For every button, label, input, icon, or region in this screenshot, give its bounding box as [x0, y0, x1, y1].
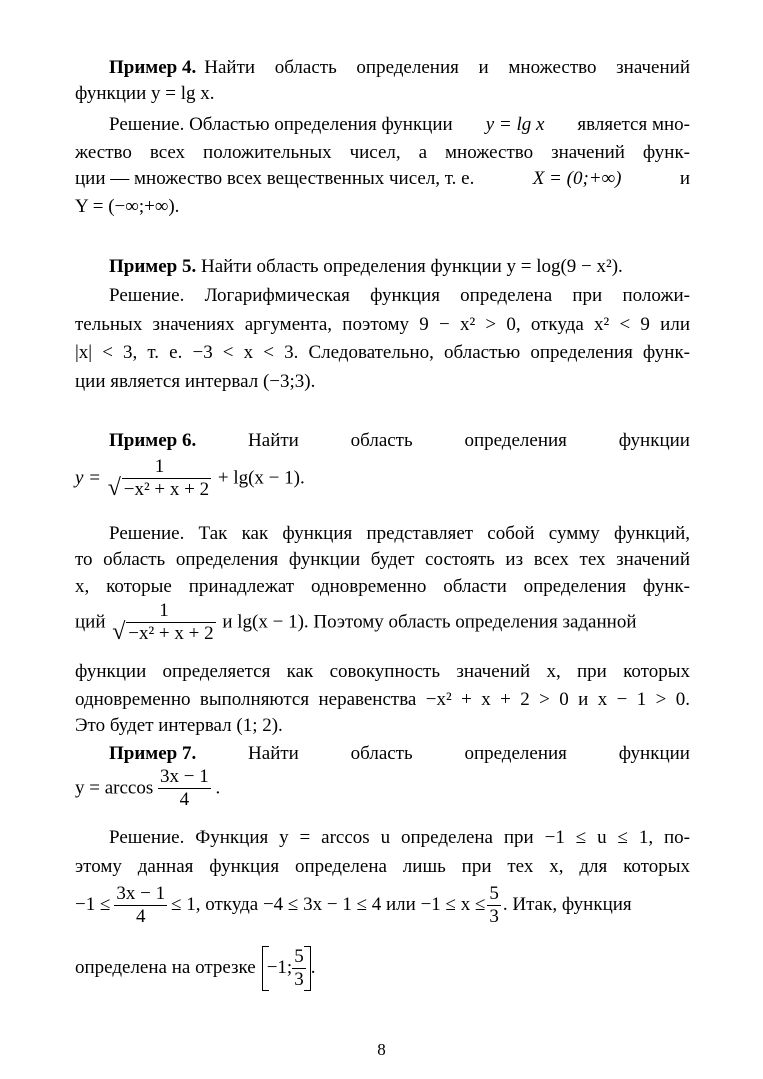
example4-solution-line2: жество всех положительных чисел, а множество значений функ-	[75, 142, 690, 163]
example7-formula: y = arccos $\frac{3x - 1}{4}$ .	[75, 766, 221, 810]
example5-solution-line2: тельных значениях аргумента, поэтому 9 − x² > 0, откуда x² < 9 или	[75, 314, 690, 335]
example6-solution-line6: одновременно выполняются неравенства −x² + x + 2 > 0 и x − 1 > 0.	[75, 689, 690, 710]
example7-solution-line3: −1 ≤ $\frac{3x - 1}{4}$ ≤ 1, откуда −4 ≤ 3x − 1 ≤ 4 или −1 ≤ x ≤ $\frac{5}{3}$ . Итак, функция	[75, 882, 632, 927]
fraction: $\frac{3x - 1}{4}$	[116, 882, 166, 927]
page-number: 8	[377, 1040, 386, 1059]
example4-heading: Пример 4.	[109, 57, 197, 78]
example6-solution-line2: то область определения функции будет состоять из всех тех значений	[75, 549, 690, 570]
example6-solution-line5: функции определяется как совокупность значений x, при которых	[75, 661, 690, 682]
example4-line1	[75, 56, 690, 80]
example5-solution-line4: ции является интервал (−3;3).	[75, 371, 316, 392]
example5-line1: Пример 5. Найти область определения функции y = log(9 − x²).	[109, 256, 623, 277]
example7-heading: Пример 7.	[109, 743, 197, 764]
sqrt-sign: √ −x² + x + 2	[112, 619, 214, 645]
example6-heading: Пример 6.	[109, 430, 197, 451]
example6-solution-line4: ций 1 √ −x² + x + 2 и lg(x − 1). Поэтому область определения заданной	[75, 600, 637, 645]
example4-solution-line3: ции — множество всех вещественных чисел, т. е. X = (0;+∞) и	[75, 168, 690, 189]
example7-solution-line1: Решение. Функция y = arccos u определена при −1 ≤ u ≤ 1, по-	[109, 827, 690, 848]
example7-solution-line2: этому данная функция определена лишь при тех x, для которых	[75, 856, 690, 877]
example5-solution-line3: |x| < 3, т. е. −3 < x < 3. Следовательно, областью определения функ-	[75, 342, 690, 363]
fraction: 1 √ −x² + x + 2	[112, 600, 214, 645]
fraction: 1 √ −x² + x + 2	[107, 456, 210, 501]
example4-solution-line4: Y = (−∞;+∞).	[75, 196, 180, 217]
example6-line1: Пример 6. Найти область определения функции	[109, 430, 690, 451]
example4-text: Найти область определения и множество значений	[204, 57, 690, 78]
example6-solution-line1: Решение. Так как функция представляет собой сумму функций,	[109, 523, 690, 544]
sqrt-sign: √ −x² + x + 2	[107, 475, 210, 501]
example4-solution-line1: Решение. Областью определения функции y = lg x является мно-	[109, 114, 690, 135]
example5-solution-line1: Решение. Логарифмическая функция определена при положи-	[109, 285, 690, 306]
example6-solution-line7: Это будет интервал (1; 2).	[75, 715, 283, 736]
example6-formula: y = 1 √ −x² + x + 2 + lg(x − 1).	[75, 456, 305, 501]
example5-heading: Пример 5.	[109, 256, 197, 277]
example7-line1: Пример 7. Найти область определения функции	[109, 743, 690, 764]
fraction: $\frac{3x - 1}{4}$	[160, 766, 209, 810]
fraction: $\frac{5}{3}$	[489, 882, 499, 927]
segment-bracket: −1; $\frac{5}{3}$	[262, 946, 311, 991]
example4-line2: функции y = lg x.	[75, 83, 215, 104]
example7-solution-line4: определена на отрезке −1; $\frac{5}{3}$ .	[75, 945, 316, 990]
example6-solution-line3: x, которые принадлежат одновременно области определения функ-	[75, 576, 690, 597]
fraction: $\frac{5}{3}$	[294, 945, 304, 990]
